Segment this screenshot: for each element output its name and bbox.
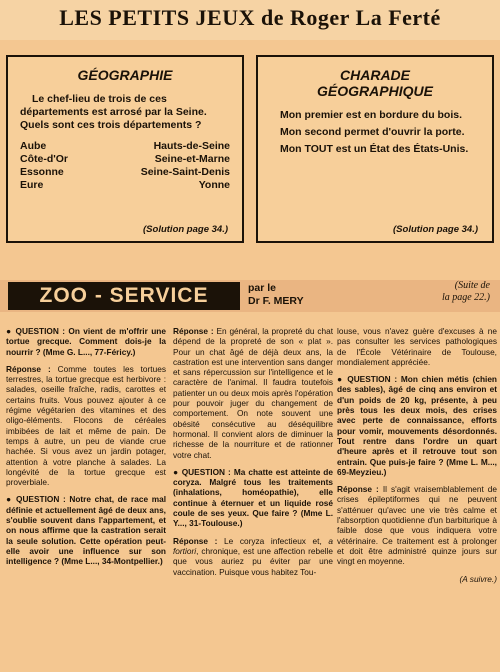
zoo-author-line2: Dr F. MERY (248, 295, 304, 307)
department-item: Seine-et-Marne (154, 153, 230, 165)
zoo-author-line1: par le (248, 282, 277, 294)
department-item: Aube (20, 140, 47, 152)
answer-text: En général, la propreté du chat dépend de la propreté de son « plat ». Pour un chat âgé de déjà deux ans, la castration est une intervention sans danger et sans répercussion sur l'intelligence et le caractère de l'animal. Il faudra toutefois patienter un ou deux mois après l'opération pour pouvoir juger du changement de comportement. On note souvent une obésité consécutive au déséquilibre hormonal. Il convient alors de diminuer la richesse de la nourriture et de rationner votre chat. (173, 326, 334, 460)
answer-continuation: louse, vous n'avez guère d'excuses à ne pas consulter les services pathologiques de l'École Vétérinaire de Toulouse, mondialement appréciée. (337, 326, 497, 367)
geographie-solution: (Solution page 34.) (143, 224, 228, 235)
question-paragraph: ● QUESTION : Mon chien métis (chien des sables), âgé de cinq ans environ et d'un poids de 20 kg, présente, à peu près tous les deux mois, des crises avec perte de connaissance, efforts pour vomir, mouvements désordonnés. Tout rentre dans l'ordre un quart d'heure après et il retrouve tout son entrain. Que puis-je faire ? (Mme L. M..., 69-Meyzieu.) (337, 374, 497, 477)
department-item: Hauts-de-Seine (153, 140, 230, 152)
answer-paragraph (173, 326, 333, 460)
answer-text: Comme toutes les tortues terrestres, la tortue grecque est herbivore : salades, oseille fraîche, radis, carottes et certains fruits. Vous pouvez ajouter à ce régime végétarien des vitamines et des oligo-éléments. Flocons de céréales imbibées de lait et même de pain. De temps à autre, un peu de viande crue hachée. Si vous avez un jardin potager, attention à votre planche à salades. La longévité de la tortue grecque est proverbiale. (6, 363, 166, 488)
department-item: Essonne (20, 166, 64, 178)
department-item: Eure (20, 179, 44, 191)
department-item: Seine-Saint-Denis (140, 166, 230, 178)
geographie-box (6, 55, 244, 243)
article-column-2 (173, 326, 333, 584)
page-header (0, 0, 500, 40)
zoo-continued-line2: la page 22.) (441, 292, 490, 303)
charade-title-line2: GÉOGRAPHIQUE (317, 83, 433, 99)
zoo-author (248, 282, 304, 308)
answer-paragraph (173, 536, 333, 577)
page-title: LES PETITS JEUX de Roger La Ferté (59, 5, 441, 30)
geographie-title: GÉOGRAPHIE (77, 67, 173, 83)
answer-paragraph (337, 484, 497, 566)
answer-paragraph (6, 364, 166, 488)
zoo-service-banner (0, 280, 500, 312)
charade-line2: Mon second permet d'ouvrir la porte. (280, 126, 465, 138)
charade-line1: Mon premier est en bordure du bois. (280, 109, 463, 121)
charade-title-line1: CHARADE (340, 67, 410, 83)
to-be-continued: (A suivre.) (459, 573, 497, 584)
charade-box (256, 55, 494, 243)
charade-title (270, 67, 480, 99)
article-column-3 (337, 326, 497, 591)
department-item: Yonne (198, 179, 230, 191)
answer-label: Réponse : (173, 535, 218, 546)
question-paragraph: ● QUESTION : Ma chatte est atteinte de coryza. Malgré tous les traitements (inhalations, homéopathie), elle continue à éternuer et un liquide rosé coule de ses yeux. Que faire ? (Mme L. Y..., 31-Toulouse.) (173, 466, 333, 529)
article-column-1 (6, 326, 166, 574)
zoo-continued-note (442, 280, 490, 304)
charade-solution: (Solution page 34.) (393, 224, 478, 235)
zoo-continued-line1: (Suite de (454, 280, 490, 291)
answer-label: Réponse : (173, 326, 214, 336)
answer-text: Le coryza infectieux et, (217, 535, 329, 546)
question-paragraph: ● QUESTION : Notre chat, de race mal définie et actuellement âgé de deux ans, s'oublie souvent dans l'appartement, et on nous affirme que la castration serait la seule solution. Cette opération peut-elle avoir une influence sur son intelligence ? (Mme L..., 34-Montpellier.) (6, 494, 166, 567)
question-paragraph: ● QUESTION : On vient de m'offrir une tortue grecque. Comment dois-je la nourrir ? (Mme G. L..., 77-Féricy.) (6, 326, 166, 357)
answer-label: Réponse : (6, 363, 51, 374)
answer-label: Réponse : (337, 484, 379, 495)
answer-text: Il s'agit vraisemblablement de crises épileptiformes qui ne peuvent s'atténuer qu'avec une vie très calme et l'absorption quotidienne d'un barbiturique à faible dose que vous indiquera votre vétérinaire. Ce traitement est à prolonger et doit être administré quinze jours sur vingt en moyenne. (337, 484, 498, 567)
geographie-question: Le chef-lieu de trois de ces départements est arrosé par la Seine. Quels sont ces trois départements ? (20, 93, 207, 131)
zoo-service-title: ZOO - SERVICE (8, 282, 240, 310)
answer-text: , chronique, est une affection rebelle que vous auriez pu éviter par une vaccination. Puisque vous habitez Tou- (173, 545, 333, 577)
department-item: Côte-d'Or (20, 153, 68, 165)
charade-line3: Mon TOUT est un État des États-Unis. (280, 143, 469, 155)
answer-italic-text: a fortiori (173, 535, 334, 556)
department-list (20, 140, 230, 192)
